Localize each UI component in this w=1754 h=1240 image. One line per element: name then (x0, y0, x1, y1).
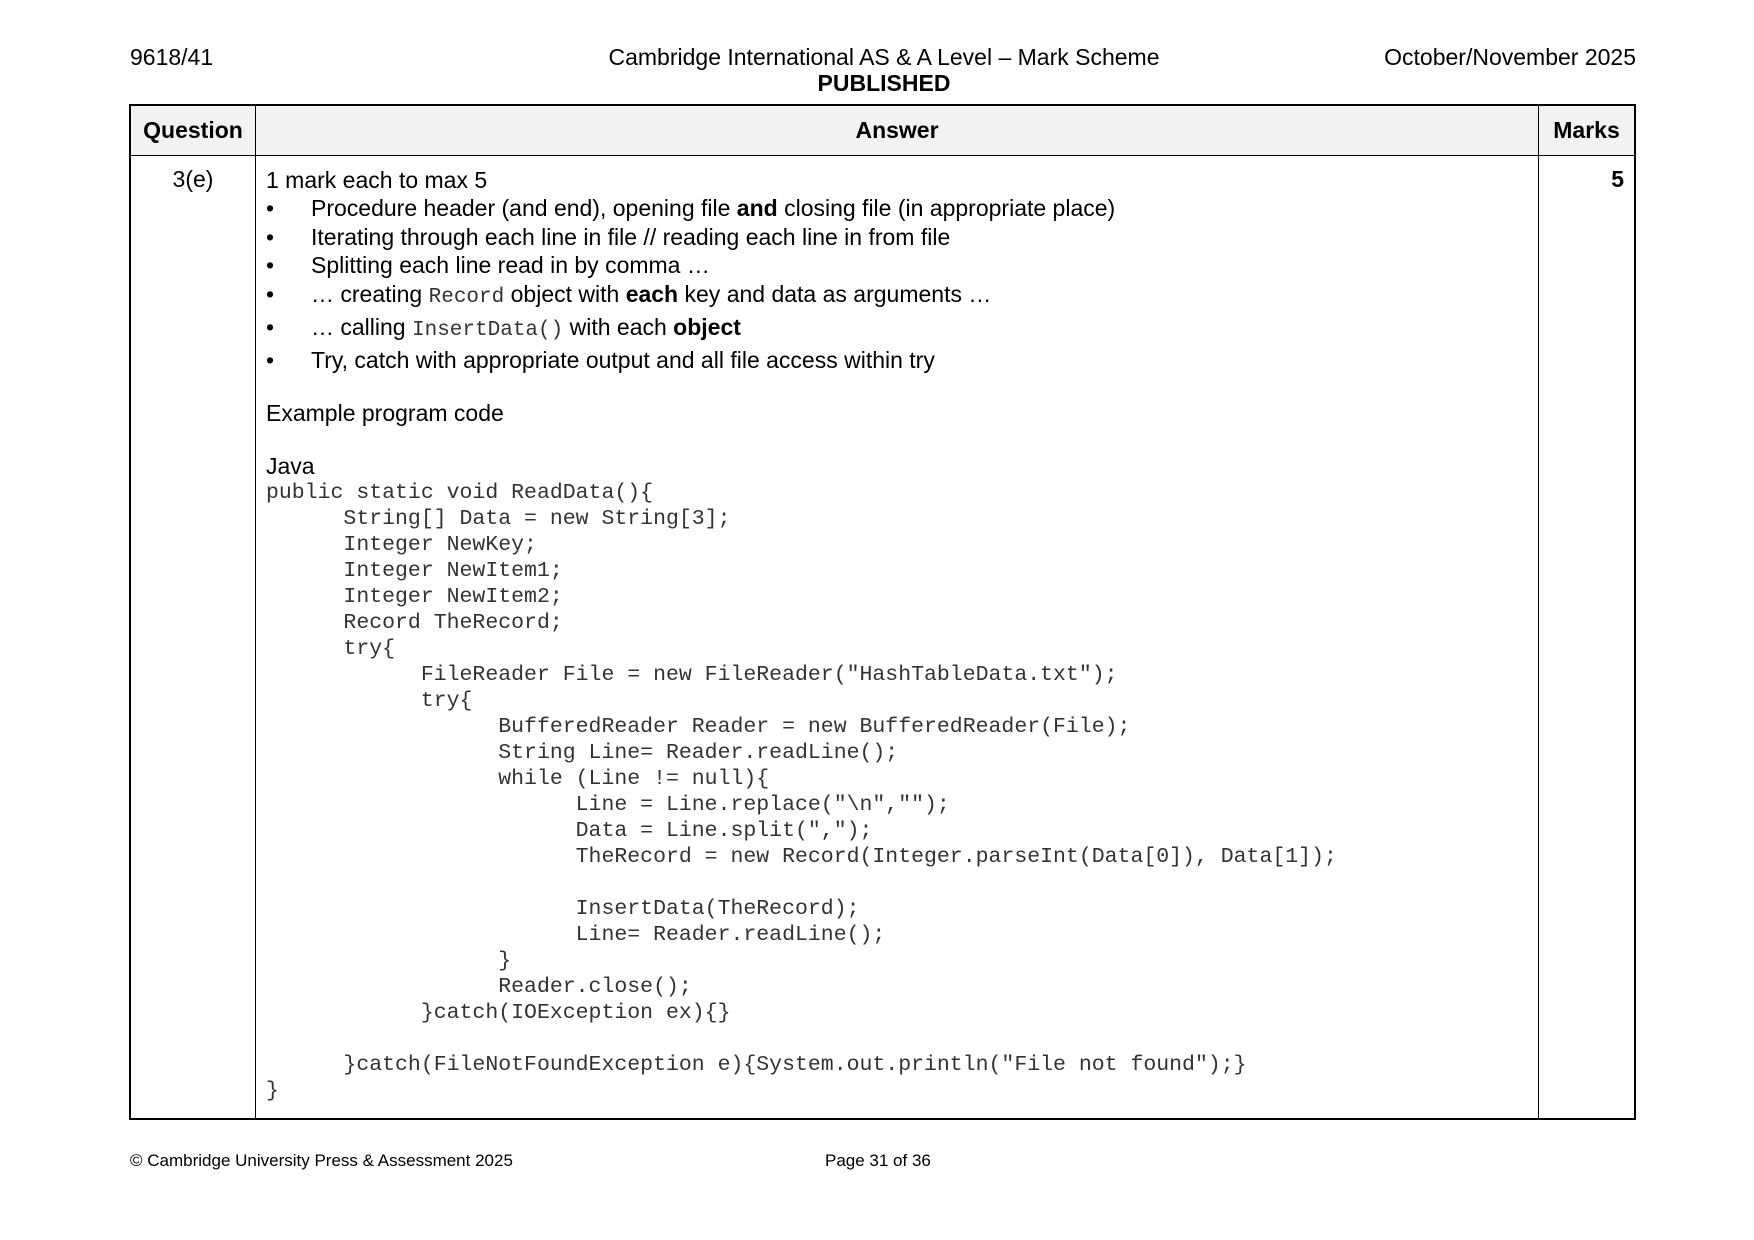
point-text: … creating (311, 281, 429, 308)
marking-point (266, 194, 1528, 223)
mark-allocation-text: 1 mark each to max 5 (266, 167, 488, 193)
example-heading: Example program code (266, 400, 504, 427)
exam-session: October/November 2025 (1384, 44, 1636, 70)
point-text: closing file (in appropriate place) (777, 195, 1116, 221)
point-text: Procedure header (and end), opening file (311, 195, 737, 221)
point-text: key and data as arguments … (678, 281, 992, 308)
mark-scheme-table (129, 104, 1636, 1120)
code-listing: public static void ReadData(){ String[] Data = new String[3]; Integer NewKey; Integer NewItem1; Integer NewItem2; Record TheRecord; try{ FileReader File = new FileReader("HashTableData.txt"); try{ BufferedReader Reader = new BufferedReader(File); String Line= Reader.readLine(); while (Line != null){ Line = Line.replace("\n",""); Data = Line.split(","); TheRecord = new Record(Integer.parseInt(Data[0]), Data[1]); InsertData(TheRecord); Line= Reader.readLine(); } Reader.close(); }catch(IOException ex){} }catch(FileNotFoundException e){System.out.println("File not found");} } (266, 481, 1337, 1104)
point-emphasis: and (736, 195, 778, 221)
point-text: Iterating through each line in file // reading each line in from file (311, 223, 951, 250)
table-header-row (130, 105, 1635, 156)
language-label: Java (266, 453, 315, 480)
marking-point (266, 223, 1528, 252)
marks-column-header: Marks (1539, 105, 1636, 156)
published-label: PUBLISHED (817, 70, 951, 96)
copyright-notice: © Cambridge University Press & Assessment 2025 (130, 1151, 513, 1170)
table-row (130, 156, 1635, 1120)
point-text: with each (563, 313, 674, 340)
point-emphasis: object (673, 313, 741, 340)
page-number: Page 31 of 36 (825, 1151, 931, 1170)
marking-point (266, 251, 1528, 280)
marking-point (266, 346, 1528, 375)
question-column-header: Question (130, 105, 256, 156)
point-text: … calling (311, 313, 412, 340)
inline-code: Record (428, 286, 505, 310)
point-text: Splitting each line read in by comma … (311, 252, 710, 279)
inline-code: InsertData() (411, 318, 564, 342)
answer-column-header: Answer (256, 105, 1539, 156)
marks-value: 5 (1539, 156, 1636, 1120)
marking-point (266, 280, 1528, 313)
point-text: object with (504, 281, 626, 308)
point-emphasis: each (625, 281, 679, 308)
paper-code: 9618/41 (130, 44, 214, 70)
question-number: 3(e) (130, 156, 256, 1120)
point-text: Try, catch with appropriate output and all file access within try (311, 346, 935, 373)
marking-point (266, 313, 1528, 346)
answer-cell (256, 156, 1539, 1120)
marking-points-list (266, 194, 1528, 374)
document-title: Cambridge International AS & A Level – Mark Scheme (608, 44, 1160, 70)
